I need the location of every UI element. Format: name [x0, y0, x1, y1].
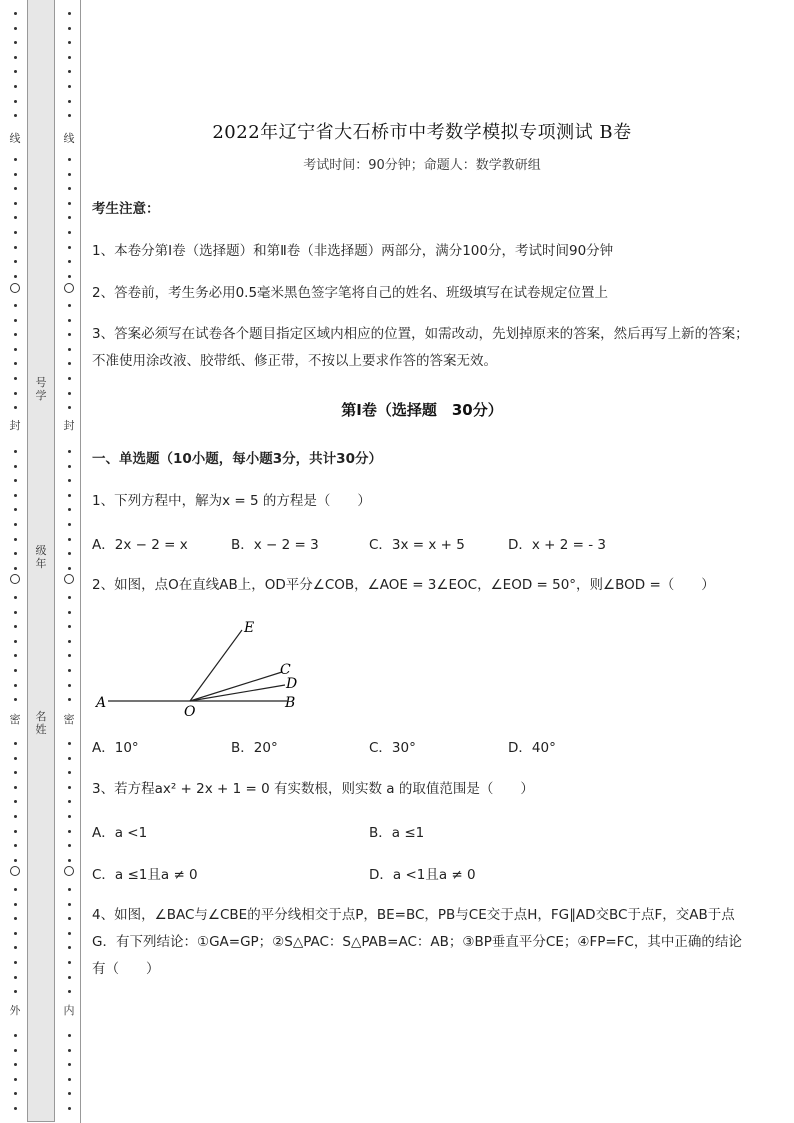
binding-dot	[14, 903, 17, 906]
question-2-option-c: C．30°	[369, 740, 416, 756]
binding-dot	[14, 319, 17, 322]
question-2-stem: 2、如图，点O在直线AB上，OD平分∠COB，∠AOE = 3∠EOC，∠EOD = 50°，则∠BOD =（ ）	[92, 577, 715, 593]
binding-dot	[14, 231, 17, 234]
binding-seal-char: 线	[9, 132, 21, 145]
binding-dot	[14, 786, 17, 789]
binding-dot	[68, 1078, 71, 1081]
label-d: D	[286, 676, 298, 692]
label-b: B	[285, 695, 296, 711]
binding-dot	[14, 348, 17, 351]
binding-dot	[68, 333, 71, 336]
binding-dot	[14, 654, 17, 657]
question-1-option-d: D．x + 2 = - 3	[508, 537, 607, 553]
binding-dot	[68, 859, 71, 862]
binding-dot	[14, 800, 17, 803]
binding-dot	[68, 260, 71, 263]
binding-seal-char: 封	[9, 419, 21, 432]
binding-dot	[14, 976, 17, 979]
binding-dot	[68, 903, 71, 906]
binding-dot	[68, 800, 71, 803]
binding-dot	[68, 114, 71, 117]
binding-dot	[68, 596, 71, 599]
binding-dot	[68, 319, 71, 322]
binding-dot	[14, 27, 17, 30]
grade-label: 级年	[35, 544, 47, 570]
question-1-stem: 1、下列方程中，解为x = 5 的方程是（ ）	[92, 493, 371, 509]
binding-dot	[14, 844, 17, 847]
question-4-stem: 4、如图，∠BAC与∠CBE的平分线相交于点P，BE=BC，PB与CE交于点H，FG∥AD交BC于点F，交AB于点G．有下列结论：①GA=GP；②S△PAC：S△PAB=AC：AB；③BP垂直平分CE；④FP=FC，其中正确的结论有（ ）	[92, 907, 742, 977]
question-1-option-b: B．x − 2 = 3	[231, 537, 319, 553]
binding-dot	[68, 187, 71, 190]
binding-dot	[14, 611, 17, 614]
binding-dot	[14, 187, 17, 190]
binding-margin-inner	[54, 0, 81, 1123]
binding-seal-char: 密	[63, 713, 75, 726]
binding-dot	[68, 990, 71, 993]
binding-dot	[68, 1092, 71, 1095]
binding-dot	[68, 844, 71, 847]
binding-seal-char: 密	[9, 713, 21, 726]
binding-dot	[68, 669, 71, 672]
question-3-stem: 3、若方程ax² + 2x + 1 = 0 有实数根，则实数 a 的取值范围是（ ）	[92, 781, 534, 797]
binding-dot	[68, 216, 71, 219]
binding-dot	[14, 859, 17, 862]
binding-dot	[14, 12, 17, 15]
binding-dot	[68, 815, 71, 818]
binding-dot	[14, 494, 17, 497]
binding-circle-icon	[10, 283, 20, 293]
binding-dot	[14, 1092, 17, 1095]
question-3-option-a: A．a <1	[92, 825, 148, 841]
binding-dot	[14, 450, 17, 453]
binding-dot	[68, 508, 71, 511]
binding-dot	[68, 231, 71, 234]
binding-info-strip	[27, 0, 55, 1122]
question-2-option-a: A．10°	[92, 740, 139, 756]
binding-dot	[14, 669, 17, 672]
binding-dot	[14, 552, 17, 555]
binding-dot	[14, 1034, 17, 1037]
binding-dot	[14, 684, 17, 687]
binding-dot	[68, 1063, 71, 1066]
binding-dot	[14, 377, 17, 380]
binding-dot	[68, 362, 71, 365]
binding-dot	[68, 202, 71, 205]
section-title: 第I卷（选择题 30分）	[341, 401, 503, 419]
notice-item-2: 2、答卷前，考生务必用0.5毫米黑色签字笔将自己的姓名、班级填写在试卷规定位置上	[92, 285, 609, 301]
binding-dot	[68, 976, 71, 979]
binding-dot	[14, 961, 17, 964]
binding-dot	[14, 771, 17, 774]
binding-dot	[14, 990, 17, 993]
binding-dot	[14, 216, 17, 219]
binding-dot	[68, 888, 71, 891]
question-3-option-d: D．a <1且a ≠ 0	[369, 867, 476, 883]
binding-dot	[68, 917, 71, 920]
binding-dot	[14, 508, 17, 511]
binding-dot	[14, 888, 17, 891]
label-e: E	[244, 620, 255, 636]
binding-dot	[68, 786, 71, 789]
binding-dot	[14, 465, 17, 468]
binding-dot	[14, 158, 17, 161]
binding-dot	[68, 450, 71, 453]
binding-dot	[14, 1049, 17, 1052]
binding-dot	[14, 260, 17, 263]
binding-dot	[68, 552, 71, 555]
question-2-figure	[92, 612, 312, 722]
binding-dot	[14, 100, 17, 103]
binding-dot	[68, 479, 71, 482]
binding-dot	[14, 114, 17, 117]
binding-dot	[68, 946, 71, 949]
binding-dot	[68, 275, 71, 278]
ray-oc	[190, 672, 282, 701]
binding-dot	[14, 523, 17, 526]
binding-seal-char: 外	[9, 1004, 21, 1017]
binding-dot	[14, 202, 17, 205]
binding-dot	[14, 1063, 17, 1066]
binding-dot	[14, 815, 17, 818]
label-a: A	[96, 695, 107, 711]
binding-dot	[14, 538, 17, 541]
exam-title: 2022年辽宁省大石桥市中考数学模拟专项测试 B卷	[212, 122, 632, 143]
binding-seal-char: 内	[63, 1004, 75, 1017]
binding-dot	[14, 625, 17, 628]
binding-dot	[14, 173, 17, 176]
binding-dot	[68, 1049, 71, 1052]
binding-dot	[68, 56, 71, 59]
binding-dot	[14, 362, 17, 365]
binding-circle-icon	[64, 866, 74, 876]
binding-dot	[68, 173, 71, 176]
binding-dot	[68, 85, 71, 88]
binding-dot	[68, 304, 71, 307]
binding-dot	[68, 377, 71, 380]
question-2-option-b: B．20°	[231, 740, 278, 756]
binding-dot	[68, 100, 71, 103]
student-id-label: 号学	[35, 376, 47, 402]
binding-dot	[14, 246, 17, 249]
binding-dot	[14, 567, 17, 570]
question-1-option-a: A．2x − 2 = x	[92, 537, 188, 553]
binding-circle-icon	[64, 283, 74, 293]
binding-dot	[68, 771, 71, 774]
binding-dot	[68, 830, 71, 833]
binding-dot	[68, 465, 71, 468]
binding-dot	[68, 406, 71, 409]
exam-subtitle: 考试时间：90分钟；命题人：数学教研组	[303, 158, 541, 173]
name-label: 名姓	[35, 710, 47, 736]
binding-dot	[14, 406, 17, 409]
binding-dot	[14, 85, 17, 88]
binding-dot	[14, 742, 17, 745]
label-o: O	[184, 704, 196, 720]
question-2-option-d: D．40°	[508, 740, 556, 756]
notice-heading: 考生注意：	[92, 201, 160, 217]
part-title: 一、单选题（10小题，每小题3分，共计30分）	[92, 451, 382, 467]
binding-dot	[68, 246, 71, 249]
binding-dot	[14, 1078, 17, 1081]
binding-dot	[14, 946, 17, 949]
binding-dot	[14, 304, 17, 307]
binding-dot	[68, 158, 71, 161]
binding-dot	[14, 596, 17, 599]
binding-circle-icon	[10, 574, 20, 584]
binding-dot	[68, 12, 71, 15]
notice-item-1: 1、本卷分第I卷（选择题）和第Ⅱ卷（非选择题）两部分，满分100分，考试时间90分钟	[92, 243, 614, 259]
label-c: C	[280, 662, 291, 678]
binding-dot	[68, 611, 71, 614]
binding-dot	[14, 932, 17, 935]
binding-dot	[68, 1034, 71, 1037]
binding-dot	[68, 654, 71, 657]
binding-dot	[68, 932, 71, 935]
binding-dot	[68, 742, 71, 745]
binding-dot	[14, 640, 17, 643]
question-3-option-c: C．a ≤1且a ≠ 0	[92, 867, 198, 883]
ray-oe	[190, 630, 242, 701]
binding-dot	[68, 698, 71, 701]
binding-dot	[68, 27, 71, 30]
binding-dot	[68, 523, 71, 526]
binding-dot	[14, 698, 17, 701]
binding-dot	[68, 392, 71, 395]
binding-dot	[14, 333, 17, 336]
binding-circle-icon	[10, 866, 20, 876]
ray-od	[190, 685, 285, 701]
binding-dot	[14, 275, 17, 278]
binding-dot	[14, 41, 17, 44]
binding-dot	[14, 70, 17, 73]
binding-dot	[68, 567, 71, 570]
binding-dot	[14, 757, 17, 760]
binding-dot	[68, 70, 71, 73]
binding-dot	[68, 1107, 71, 1110]
binding-dot	[14, 392, 17, 395]
binding-dot	[68, 961, 71, 964]
binding-dot	[14, 830, 17, 833]
binding-dot	[68, 640, 71, 643]
binding-dot	[68, 757, 71, 760]
binding-dot	[68, 348, 71, 351]
binding-circle-icon	[64, 574, 74, 584]
binding-dot	[68, 494, 71, 497]
binding-margin-outer	[0, 0, 28, 1123]
binding-dot	[68, 538, 71, 541]
binding-seal-char: 线	[63, 132, 75, 145]
binding-dot	[14, 56, 17, 59]
binding-dot	[14, 1107, 17, 1110]
binding-dot	[68, 684, 71, 687]
binding-dot	[14, 917, 17, 920]
binding-dot	[14, 479, 17, 482]
question-3-option-b: B．a ≤1	[369, 825, 425, 841]
binding-dot	[68, 41, 71, 44]
notice-item-3: 3、答案必须写在试卷各个题目指定区域内相应的位置，如需改动，先划掉原来的答案，然后再写上新的答案；不准使用涂改液、胶带纸、修正带，不按以上要求作答的答案无效。	[92, 326, 749, 369]
binding-dot	[68, 625, 71, 628]
question-1-option-c: C．3x = x + 5	[369, 537, 465, 553]
binding-seal-char: 封	[63, 419, 75, 432]
